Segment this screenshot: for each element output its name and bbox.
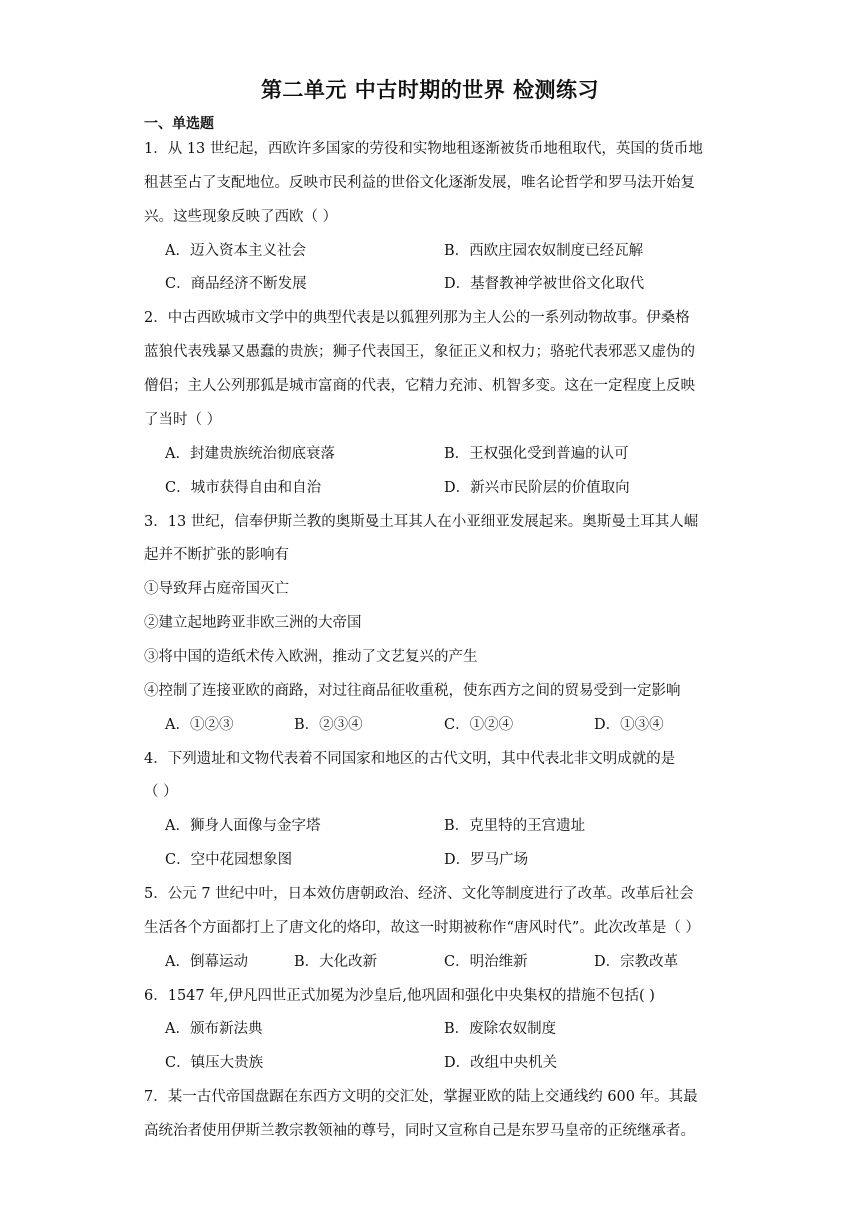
question-3-statement-4: ④控制了连接亚欧的商路，对过往商品征收重税，使东西方之间的贸易受到一定影响 xyxy=(144,683,681,699)
question-5-line-2: 生活各个方面都打上了唐文化的烙印，故这一时期被称作“唐风时代”。此次改革是（ ） xyxy=(144,920,700,936)
question-2-option-a[interactable]: A．封建贵族统治彻底衰落 xyxy=(165,446,335,462)
question-1-option-d[interactable]: D．基督教神学被世俗文化取代 xyxy=(444,276,645,292)
section-heading: 一、单选题 xyxy=(144,116,214,132)
question-6-option-d[interactable]: D．改组中央机关 xyxy=(444,1055,558,1071)
question-5-option-d[interactable]: D．宗教改革 xyxy=(594,954,679,970)
question-1-option-a[interactable]: A．迈入资本主义社会 xyxy=(165,243,306,259)
question-3-statement-1: ①导致拜占庭帝国灭亡 xyxy=(144,581,289,597)
question-3-statement-3: ③将中国的造纸术传入欧洲，推动了文艺复兴的产生 xyxy=(144,649,478,665)
question-2-line-2: 蓝狼代表残暴又愚蠢的贵族；狮子代表国王，象征正义和权力；骆驼代表邪恶又虚伪的 xyxy=(144,344,695,360)
question-3-option-c[interactable]: C．①②④ xyxy=(444,717,514,733)
question-3-statement-2: ②建立起地跨亚非欧三洲的大帝国 xyxy=(144,615,362,631)
question-6-option-a[interactable]: A．颁布新法典 xyxy=(165,1021,263,1037)
question-6-option-b[interactable]: B．废除农奴制度 xyxy=(444,1021,557,1037)
question-6-line-1: 6．1547 年,伊凡四世正式加冕为沙皇后,他巩固和强化中央集权的措施不包括( ) xyxy=(144,988,655,1004)
question-2-option-c[interactable]: C．城市获得自由和自治 xyxy=(165,480,322,496)
question-5-option-c[interactable]: C．明治维新 xyxy=(444,954,528,970)
question-3-option-d[interactable]: D．①③④ xyxy=(594,717,664,733)
question-4-option-c[interactable]: C．空中花园想象图 xyxy=(165,852,293,868)
question-1-line-1: 1．从 13 世纪起，西欧许多国家的劳役和实物地租逐渐被货币地租取代，英国的货币地 xyxy=(144,141,703,157)
question-2-line-3: 僧侣；主人公列那狐是城市富商的代表，它精力充沛、机智多变。这在一定程度上反映 xyxy=(144,378,695,394)
page-title: 第二单元 中古时期的世界 检测练习 xyxy=(260,78,600,102)
question-3-option-b[interactable]: B．②③④ xyxy=(294,717,363,733)
question-1-option-b[interactable]: B．西欧庄园农奴制度已经瓦解 xyxy=(444,243,644,259)
question-4-line-2: （ ） xyxy=(144,784,178,800)
question-5-option-b[interactable]: B．大化改新 xyxy=(294,954,378,970)
question-7-line-2: 高统治者使用伊斯兰教宗教领袖的尊号，同时又宣称自己是东罗马皇帝的正统继承者。 xyxy=(144,1123,695,1139)
question-3-line-1: 3．13 世纪，信奉伊斯兰教的奥斯曼土耳其人在小亚细亚发展起来。奥斯曼土耳其人崛 xyxy=(144,514,699,530)
question-4-line-1: 4．下列遗址和文物代表着不同国家和地区的古代文明，其中代表北非文明成就的是 xyxy=(144,751,676,767)
question-6-option-c[interactable]: C．镇压大贵族 xyxy=(165,1055,264,1071)
question-3-line-2: 起并不断扩张的影响有 xyxy=(144,547,289,563)
question-2-option-b[interactable]: B．王权强化受到普遍的认可 xyxy=(444,446,629,462)
question-2-line-1: 2．中古西欧城市文学中的典型代表是以狐狸列那为主人公的一系列动物故事。伊桑格 xyxy=(144,310,690,326)
question-5-line-1: 5．公元 7 世纪中叶，日本效仿唐朝政治、经济、文化等制度进行了改革。改革后社会 xyxy=(144,886,694,902)
question-4-option-b[interactable]: B．克里特的王宫遗址 xyxy=(444,818,586,834)
question-4-option-a[interactable]: A．狮身人面像与金字塔 xyxy=(165,818,321,834)
question-7-line-1: 7．某一古代帝国盘踞在东西方文明的交汇处，掌握亚欧的陆上交通线约 600 年。其最 xyxy=(144,1089,698,1105)
question-1-line-2: 租甚至占了支配地位。反映市民利益的世俗文化逐渐发展，唯名论哲学和罗马法开始复 xyxy=(144,175,695,191)
question-3-option-a[interactable]: A．①②③ xyxy=(165,717,234,733)
question-5-option-a[interactable]: A．倒幕运动 xyxy=(165,954,248,970)
question-2-option-d[interactable]: D．新兴市民阶层的价值取向 xyxy=(444,480,630,496)
question-1-line-3: 兴。这些现象反映了西欧（ ） xyxy=(144,209,338,225)
question-1-option-c[interactable]: C．商品经济不断发展 xyxy=(165,276,307,292)
question-4-option-d[interactable]: D．罗马广场 xyxy=(444,852,529,868)
question-2-line-4: 了当时（ ） xyxy=(144,412,222,428)
